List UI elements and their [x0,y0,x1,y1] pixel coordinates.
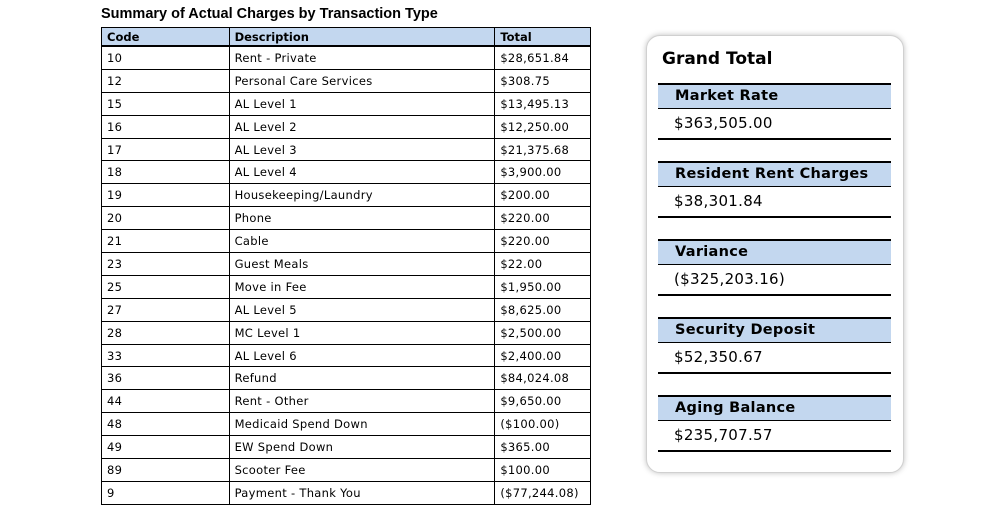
metric-value: $38,301.84 [658,186,891,218]
cell-total: ($77,244.08) [495,481,591,504]
cell-total: $220.00 [495,230,591,253]
metric-market-rate [658,83,891,140]
cell-total: $13,495.13 [495,92,591,115]
cell-code: 21 [102,230,230,253]
table-row [102,459,591,482]
report-title: Summary of Actual Charges by Transaction Type [101,6,438,22]
table-body [102,46,591,504]
column-header-description: Description [229,28,495,47]
cell-description: EW Spend Down [229,436,495,459]
table-header-row [102,28,591,47]
cell-description: Cable [229,230,495,253]
table-row [102,69,591,92]
cell-code: 10 [102,46,230,69]
cell-code: 48 [102,413,230,436]
cell-description: AL Level 4 [229,161,495,184]
cell-description: Medicaid Spend Down [229,413,495,436]
cell-description: Move in Fee [229,275,495,298]
table-row [102,298,591,321]
cell-description: AL Level 6 [229,344,495,367]
cell-description: AL Level 2 [229,115,495,138]
cell-code: 23 [102,253,230,276]
table-row [102,481,591,504]
cell-description: Scooter Fee [229,459,495,482]
metric-label: Security Deposit [658,317,891,342]
cell-code: 33 [102,344,230,367]
cell-total: $365.00 [495,436,591,459]
cell-total: $21,375.68 [495,138,591,161]
cell-code: 44 [102,390,230,413]
cell-total: $84,024.08 [495,367,591,390]
cell-description: Refund [229,367,495,390]
cell-total: ($100.00) [495,413,591,436]
metric-label: Aging Balance [658,395,891,420]
table-row [102,344,591,367]
table-row [102,46,591,69]
cell-code: 28 [102,321,230,344]
table-row [102,92,591,115]
metric-label: Variance [658,239,891,264]
cell-description: Payment - Thank You [229,481,495,504]
table-row [102,390,591,413]
cell-description: Housekeeping/Laundry [229,184,495,207]
cell-total: $28,651.84 [495,46,591,69]
cell-description: AL Level 1 [229,92,495,115]
table-row [102,436,591,459]
cell-description: Rent - Private [229,46,495,69]
cell-description: Guest Meals [229,253,495,276]
metric-aging-balance [658,395,891,452]
column-header-total: Total [495,28,591,47]
cell-total: $1,950.00 [495,275,591,298]
table-row [102,184,591,207]
cell-code: 15 [102,92,230,115]
table-row [102,413,591,436]
metric-label: Resident Rent Charges [658,161,891,186]
table-row [102,207,591,230]
cell-total: $12,250.00 [495,115,591,138]
cell-total: $8,625.00 [495,298,591,321]
metric-security-deposit [658,317,891,374]
cell-code: 17 [102,138,230,161]
cell-code: 12 [102,69,230,92]
cell-code: 27 [102,298,230,321]
cell-total: $100.00 [495,459,591,482]
cell-code: 16 [102,115,230,138]
table-row [102,161,591,184]
cell-code: 18 [102,161,230,184]
table-row [102,321,591,344]
metric-variance [658,239,891,296]
metric-value: ($325,203.16) [658,264,891,296]
cell-code: 19 [102,184,230,207]
cell-code: 20 [102,207,230,230]
cell-code: 49 [102,436,230,459]
cell-total: $308.75 [495,69,591,92]
cell-total: $22.00 [495,253,591,276]
column-header-code: Code [102,28,230,47]
cell-total: $200.00 [495,184,591,207]
cell-total: $9,650.00 [495,390,591,413]
metric-value: $235,707.57 [658,420,891,452]
table-row [102,230,591,253]
metric-value: $52,350.67 [658,342,891,374]
table-row [102,275,591,298]
cell-description: Personal Care Services [229,69,495,92]
cell-description: AL Level 5 [229,298,495,321]
grand-total-title: Grand Total [662,49,773,69]
table-row [102,115,591,138]
metric-label: Market Rate [658,83,891,108]
cell-code: 25 [102,275,230,298]
cell-total: $2,400.00 [495,344,591,367]
cell-description: Rent - Other [229,390,495,413]
cell-code: 36 [102,367,230,390]
cell-total: $2,500.00 [495,321,591,344]
metric-value: $363,505.00 [658,108,891,140]
cell-description: Phone [229,207,495,230]
cell-total: $3,900.00 [495,161,591,184]
charges-table [101,27,591,505]
table-row [102,138,591,161]
cell-code: 9 [102,481,230,504]
cell-description: AL Level 3 [229,138,495,161]
cell-code: 89 [102,459,230,482]
table-row [102,367,591,390]
cell-total: $220.00 [495,207,591,230]
metric-resident-rent-charges [658,161,891,218]
cell-description: MC Level 1 [229,321,495,344]
grand-total-panel [646,35,904,473]
table-row [102,253,591,276]
